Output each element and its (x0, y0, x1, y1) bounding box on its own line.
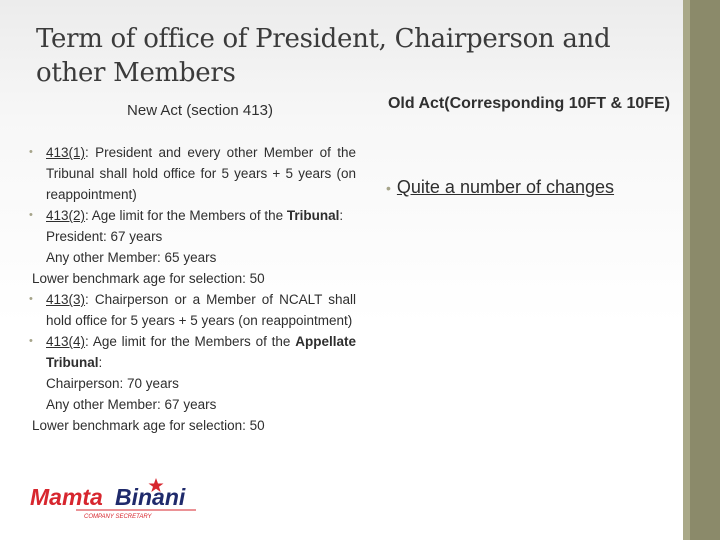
logo-tagline: COMPANY SECRETARY (84, 514, 152, 520)
bullet-dot: • (29, 293, 33, 305)
bullet-dot: • (386, 180, 391, 196)
bullet-dot: • (29, 209, 33, 221)
bullet-413-3 (24, 289, 356, 331)
bullet-text: : Age limit for the Members of the (85, 334, 296, 349)
section-ref: 413(2) (46, 208, 86, 223)
slide-side-bar (683, 0, 720, 540)
bullet-tail: : (339, 208, 344, 223)
bullet-text: : Chairperson or a Member of NCALT shall hold office for 5 years + 5 years (on reappointment) (46, 292, 356, 328)
slide-title: Term of office of President, Chairperson and other Members (36, 24, 611, 88)
bullet-dot: • (29, 335, 33, 347)
side-bar-accent (683, 0, 690, 540)
section-ref: 413(4) (46, 334, 86, 349)
new-act-content (24, 142, 356, 436)
appellate-other-member-age: Any other Member: 67 years (46, 397, 217, 412)
old-act-heading: Old Act(Corresponding 10FT & 10FE) (387, 95, 671, 112)
bullet-413-4 (24, 331, 356, 373)
appellate-benchmark-age: Lower benchmark age for selection: 50 (32, 418, 265, 433)
section-ref: 413(3) (46, 292, 86, 307)
bullet-text: : President and every other Member of the Tribunal shall hold office for 5 years + 5 years (on reappointment) (46, 145, 356, 202)
old-act-bullet (386, 174, 676, 201)
tribunal-president-age: President: 67 years (46, 229, 163, 244)
bullet-text: : Age limit for the Members of the (85, 208, 287, 223)
tribunal-other-member-age: Any other Member: 65 years (46, 250, 217, 265)
old-act-bullet-text: Quite a number of changes (396, 177, 615, 197)
bullet-dot: • (29, 146, 33, 158)
bullet-bold-text: Tribunal (286, 208, 340, 223)
mamta-binani-logo (28, 476, 208, 522)
section-ref: 413(1) (46, 145, 86, 160)
appellate-chairperson-age: Chairperson: 70 years (46, 376, 179, 391)
logo-brand-part2: Binani (115, 484, 186, 510)
new-act-heading: New Act (section 413) (127, 102, 273, 119)
bullet-413-2 (24, 205, 356, 226)
bullet-bold-text: Appellate Tribunal (46, 334, 356, 370)
bullet-tail: : (98, 355, 103, 370)
logo-brand-part1: Mamta (30, 484, 103, 510)
bullet-413-1 (24, 142, 356, 205)
tribunal-benchmark-age: Lower benchmark age for selection: 50 (32, 271, 265, 286)
